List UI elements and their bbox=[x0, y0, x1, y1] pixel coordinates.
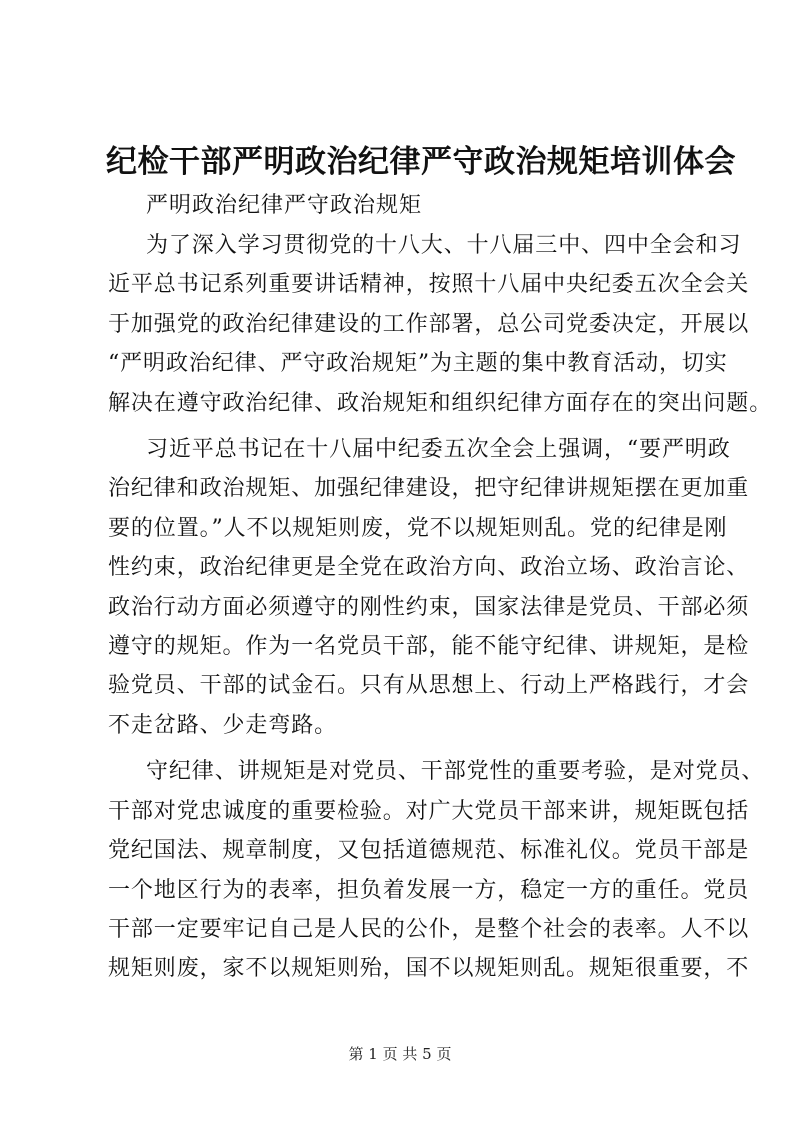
text-line: 为了深入学习贯彻党的十八大、十八届三中、四中全会和习 bbox=[146, 233, 742, 258]
text-line: 治纪律和政治规矩、加强纪律建设，把守纪律讲规矩摆在更加重 bbox=[108, 476, 750, 502]
text-line: 守纪律、讲规矩是对党员、干部党性的重要考验，是对党员、 bbox=[146, 759, 765, 785]
paragraph-1 bbox=[108, 226, 773, 423]
text-line: 于加强党的政治纪律建设的工作部署，总公司党委决定，开展以 bbox=[108, 311, 750, 337]
paragraph-3 bbox=[108, 752, 765, 988]
text-line: 验党员、干部的试金石。只有从思想上、行动上严格践行，才会 bbox=[108, 673, 750, 699]
text-line: 规矩则废，家不以规矩则殆，国不以规矩则乱。规矩很重要，不 bbox=[108, 956, 750, 982]
paragraph-2 bbox=[108, 430, 750, 745]
text-line: 遵守的规矩。作为一名党员干部，能不能守纪律、讲规矩，是检 bbox=[108, 634, 750, 660]
document-body bbox=[108, 186, 773, 996]
page-footer: 第 1 页 共 5 页 bbox=[348, 1045, 452, 1063]
document-title: 纪检干部严明政治纪律严守政治规矩培训体会 bbox=[106, 144, 736, 180]
text-line: 干部一定要牢记自己是人民的公仆，是整个社会的表率。人不以 bbox=[108, 916, 750, 942]
document-subtitle: 严明政治纪律严守政治规矩 bbox=[146, 193, 423, 218]
text-line: 不走岔路、少走弯路。 bbox=[108, 712, 338, 738]
text-line: 近平总书记系列重要讲话精神，按照十八届中央纪委五次全会关 bbox=[108, 272, 750, 298]
text-line: 习近平总书记在十八届中纪委五次全会上强调，“要严明政 bbox=[146, 437, 731, 463]
text-line: 干部对党忠诚度的重要检验。对广大党员干部来讲，规矩既包括 bbox=[108, 798, 750, 824]
text-line: 政治行动方面必须遵守的刚性约束，国家法律是党员、干部必须 bbox=[108, 594, 750, 620]
text-line: “严明政治纪律、严守政治规矩”为主题的集中教育活动，切实 bbox=[108, 351, 728, 377]
text-line: 性约束，政治纪律更是全党在政治方向、政治立场、政治言论、 bbox=[108, 555, 750, 581]
text-line: 党纪国法、规章制度，又包括道德规范、标准礼仪。党员干部是 bbox=[108, 838, 750, 864]
text-line: 要的位置。”人不以规矩则废，党不以规矩则乱。党的纪律是刚 bbox=[108, 515, 728, 541]
text-line: 解决在遵守政治纪律、政治规矩和组织纪律方面存在的突出问题。 bbox=[108, 390, 773, 416]
text-line: 一个地区行为的表率，担负着发展一方，稳定一方的重任。党员 bbox=[108, 877, 750, 903]
